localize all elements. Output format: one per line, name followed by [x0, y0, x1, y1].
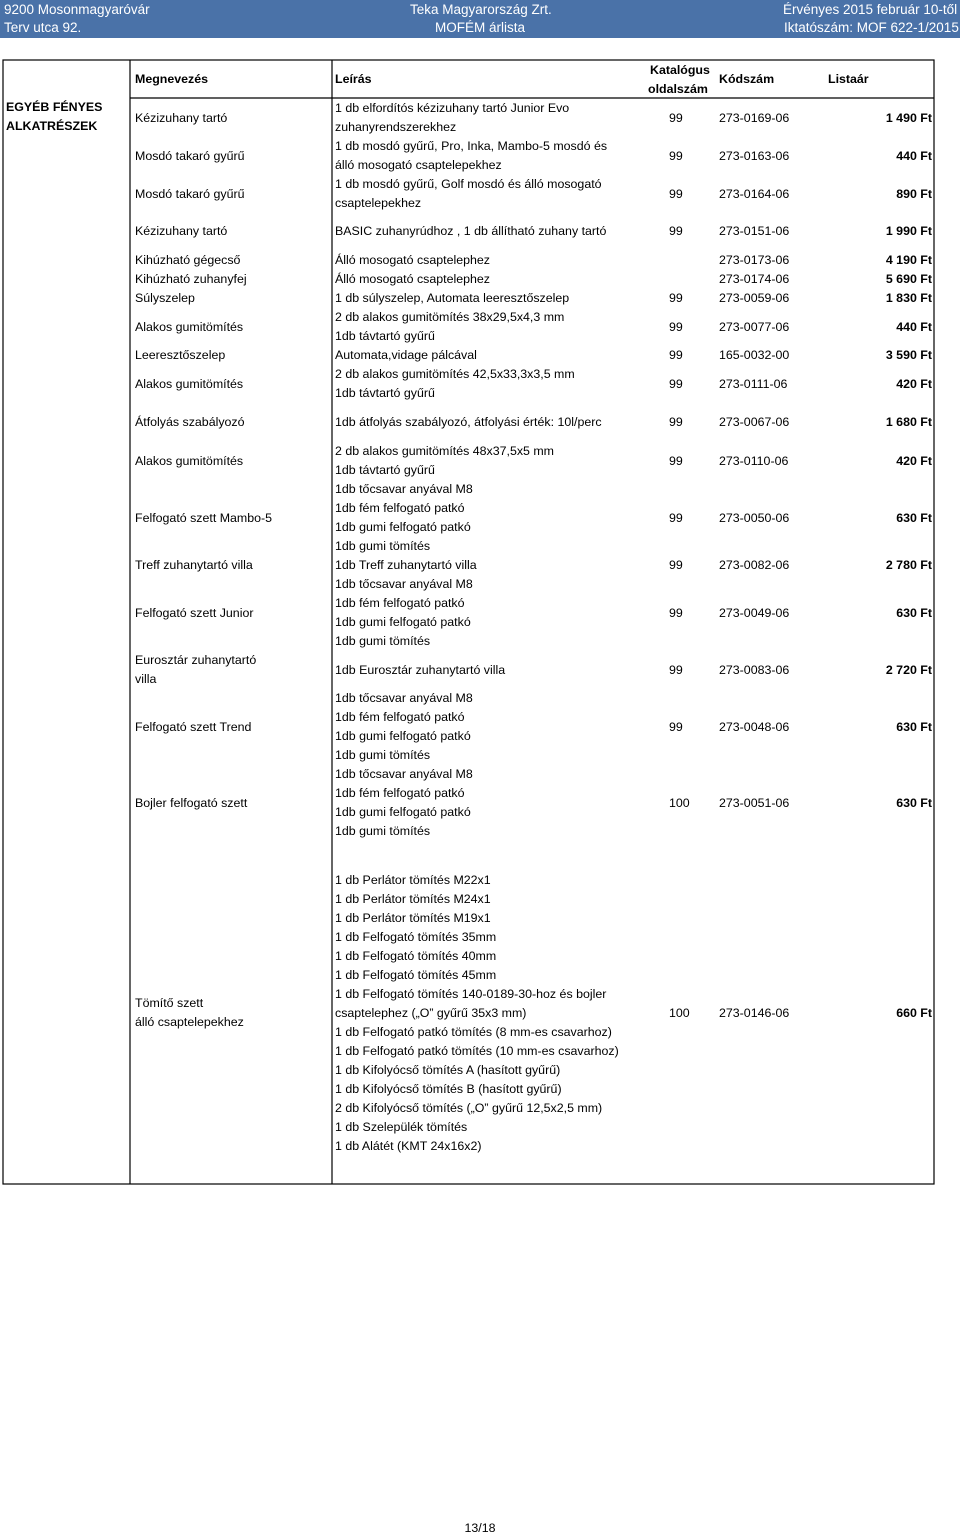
item-price: 4 190 Ft	[885, 252, 932, 267]
item-description: 1db tőcsavar anyával M8	[335, 691, 473, 705]
item-price: 2 720 Ft	[885, 662, 932, 677]
item-price: 1 830 Ft	[885, 290, 932, 305]
item-price: 440 Ft	[896, 148, 932, 163]
item-code: 273-0077-06	[719, 319, 790, 334]
item-code: 273-0111-06	[719, 376, 788, 391]
item-description: 2 db Kifolyócső tömítés („O” gyűrű 12,5x2,5 mm)	[335, 1100, 603, 1115]
item-name: Alakos gumitömítés	[135, 453, 244, 468]
catalog-page: 99	[669, 605, 683, 620]
item-price: 1 490 Ft	[885, 110, 932, 125]
item-price: 1 990 Ft	[885, 223, 932, 238]
item-description: 1 db Kifolyócső tömítés A (hasított gyűrű)	[335, 1062, 561, 1077]
item-code: 273-0067-06	[719, 414, 790, 429]
item-description: 1db gumi tömítés	[335, 748, 431, 762]
item-price: 2 780 Ft	[885, 557, 932, 572]
item-code: 273-0059-06	[719, 290, 790, 305]
item-description: 1 db Perlátor tömítés M19x1	[335, 910, 491, 925]
item-price: 630 Ft	[896, 605, 932, 620]
item-description: 1db távtartó gyűrű	[335, 329, 435, 343]
item-code: 273-0163-06	[719, 148, 790, 163]
item-description: 1db fém felfogató patkó	[335, 501, 465, 515]
item-code: 273-0050-06	[719, 510, 790, 525]
catalog-page: 99	[669, 290, 683, 305]
item-description: 1 db Felfogató patkó tömítés (8 mm-es csavarhoz)	[335, 1024, 612, 1039]
item-name: Felfogató szett Trend	[135, 719, 252, 734]
supplier-name: Teka Magyarország Zrt.	[410, 2, 552, 17]
item-price: 660 Ft	[896, 1005, 932, 1020]
catalog-page: 99	[669, 510, 683, 525]
catalog-page: 99	[669, 557, 683, 572]
item-name: Mosdó takaró gyűrű	[135, 186, 245, 201]
item-description: 1 db súlyszelep, Automata leeresztőszelep	[335, 290, 570, 305]
item-name: Átfolyás szabályozó	[135, 414, 245, 429]
item-description: 1db gumi tömítés	[335, 634, 431, 648]
item-description: 2 db alakos gumitömítés 48x37,5x5 mm	[335, 444, 555, 458]
item-name: villa	[135, 672, 157, 686]
item-description: álló mosogató csaptelepekhez	[335, 158, 502, 172]
catalog-page: 100	[669, 1005, 690, 1020]
item-description: 1 db mosdó gyűrű, Pro, Inka, Mambo-5 mosdó és	[335, 139, 608, 153]
item-description: 1 db Perlátor tömítés M22x1	[335, 872, 491, 887]
column-header-name: Megnevezés	[135, 72, 209, 86]
column-header-catalog: Katalógus	[650, 63, 710, 77]
item-price: 630 Ft	[896, 795, 932, 810]
item-description: 1 db mosdó gyűrű, Golf mosdó és álló mosogató	[335, 177, 602, 191]
item-description: 1db gumi felfogató patkó	[335, 520, 471, 534]
item-name: Súlyszelep	[135, 290, 195, 305]
registration-number: Iktatószám: MOF 622-1/2015	[784, 20, 959, 35]
item-description: 1db átfolyás szabályozó, átfolyási érték: 10l/perc	[335, 414, 602, 429]
item-price: 420 Ft	[896, 376, 932, 391]
item-code: 273-0169-06	[719, 110, 790, 125]
item-name: Kézizuhany tartó	[135, 110, 228, 125]
document-title: MOFÉM árlista	[435, 20, 526, 35]
item-description: 1 db Felfogató tömítés 45mm	[335, 967, 497, 982]
item-description: BASIC zuhanyrúdhoz , 1 db állítható zuhany tartó	[335, 223, 607, 238]
section-label: ALKATRÉSZEK	[6, 119, 98, 133]
item-code: 273-0164-06	[719, 186, 790, 201]
section-label: EGYÉB FÉNYES	[6, 100, 103, 114]
item-name: Kihúzható gégecső	[135, 252, 241, 267]
catalog-page: 99	[669, 148, 683, 163]
catalog-page: 99	[669, 453, 683, 468]
item-name: Felfogató szett Mambo-5	[135, 510, 273, 525]
item-name: Felfogató szett Junior	[135, 605, 254, 620]
item-name: Treff zuhanytartó villa	[135, 557, 253, 572]
company-address: Terv utca 92.	[4, 20, 82, 35]
item-description: 1db gumi tömítés	[335, 539, 431, 553]
item-code: 273-0173-06	[719, 252, 790, 267]
item-description: 1 db Perlátor tömítés M24x1	[335, 891, 491, 906]
item-description: 1db gumi felfogató patkó	[335, 729, 471, 743]
item-description: 1db fém felfogató patkó	[335, 710, 465, 724]
column-header-catalog: oldalszám	[648, 82, 708, 96]
item-price: 890 Ft	[896, 186, 932, 201]
item-name: álló csaptelepekhez	[135, 1015, 244, 1029]
catalog-page: 99	[669, 186, 683, 201]
column-header-price: Listaár	[828, 72, 869, 86]
item-price: 630 Ft	[896, 510, 932, 525]
item-description: 1db tőcsavar anyával M8	[335, 482, 473, 496]
item-description: 1db tőcsavar anyával M8	[335, 577, 473, 591]
catalog-page: 99	[669, 223, 683, 238]
item-description: Álló mosogató csaptelephez	[335, 271, 490, 286]
item-price: 630 Ft	[896, 719, 932, 734]
item-name: Bojler felfogató szett	[135, 795, 248, 810]
item-description: 1 db Alátét (KMT 24x16x2)	[335, 1138, 482, 1153]
catalog-page: 99	[669, 662, 683, 677]
item-description: 1 db Szelepülék tömítés	[335, 1119, 468, 1134]
item-description: 1 db Kifolyócső tömítés B (hasított gyűrű)	[335, 1081, 562, 1096]
item-description: Álló mosogató csaptelephez	[335, 252, 490, 267]
item-name: Alakos gumitömítés	[135, 376, 244, 391]
item-code: 273-0051-06	[719, 795, 790, 810]
item-description: 1db tőcsavar anyával M8	[335, 767, 473, 781]
catalog-page: 99	[669, 719, 683, 734]
item-description: 1db gumi tömítés	[335, 824, 431, 838]
item-description: 1db Treff zuhanytartó villa	[335, 557, 477, 572]
item-description: 1db Eurosztár zuhanytartó villa	[335, 662, 506, 677]
catalog-page: 99	[669, 376, 683, 391]
item-name: Leeresztőszelep	[135, 347, 226, 362]
catalog-page: 100	[669, 795, 690, 810]
page-number: 13/18	[464, 1521, 496, 1535]
item-code: 273-0082-06	[719, 557, 790, 572]
catalog-page: 99	[669, 414, 683, 429]
item-name: Tömítő szett	[135, 996, 204, 1010]
item-description: 1db távtartó gyűrű	[335, 463, 435, 477]
item-description: 1db gumi felfogató patkó	[335, 805, 471, 819]
item-code: 273-0146-06	[719, 1005, 790, 1020]
item-description: 2 db alakos gumitömítés 38x29,5x4,3 mm	[335, 310, 565, 324]
item-code: 273-0049-06	[719, 605, 790, 620]
item-name: Eurosztár zuhanytartó	[135, 653, 257, 667]
item-code: 273-0110-06	[719, 453, 789, 468]
catalog-page: 99	[669, 110, 683, 125]
item-description: 1 db Felfogató tömítés 35mm	[335, 929, 497, 944]
item-description: csaptelephez („O” gyűrű 35x3 mm)	[335, 1005, 527, 1020]
item-name: Mosdó takaró gyűrű	[135, 148, 245, 163]
column-header-code: Kódszám	[719, 72, 775, 86]
item-description: 1db fém felfogató patkó	[335, 596, 465, 610]
item-description: 1db gumi felfogató patkó	[335, 615, 471, 629]
item-description: 2 db alakos gumitömítés 42,5x33,3x3,5 mm	[335, 367, 575, 381]
item-description: 1 db Felfogató patkó tömítés (10 mm-es csavarhoz)	[335, 1043, 619, 1058]
item-name: Kézizuhany tartó	[135, 223, 228, 238]
item-code: 273-0151-06	[719, 223, 790, 238]
item-code: 273-0048-06	[719, 719, 790, 734]
item-description: 1db fém felfogató patkó	[335, 786, 465, 800]
item-description: Automata,vidage pálcával	[335, 347, 477, 362]
validity-date: Érvényes 2015 február 10-től	[783, 2, 958, 17]
item-price: 440 Ft	[896, 319, 932, 334]
column-header-description: Leírás	[335, 72, 372, 86]
item-description: 1 db Felfogató tömítés 40mm	[335, 948, 497, 963]
item-price: 1 680 Ft	[885, 414, 932, 429]
item-price: 5 690 Ft	[885, 271, 932, 286]
catalog-page: 99	[669, 347, 683, 362]
item-description: zuhanyrendszerekhez	[335, 120, 457, 134]
page-header	[0, 0, 960, 38]
item-name: Kihúzható zuhanyfej	[135, 271, 247, 286]
catalog-page: 99	[669, 319, 683, 334]
item-price: 3 590 Ft	[885, 347, 932, 362]
item-description: 1db távtartó gyűrű	[335, 386, 435, 400]
item-code: 273-0174-06	[719, 271, 790, 286]
item-description: 1 db Felfogató tömítés 140-0189-30-hoz és bojler	[335, 986, 607, 1001]
item-description: 1 db elfordítós kézizuhany tartó Junior Evo	[335, 101, 570, 115]
item-price: 420 Ft	[896, 453, 932, 468]
company-name: 9200 Mosonmagyaróvár	[4, 2, 150, 17]
item-code: 273-0083-06	[719, 662, 790, 677]
item-name: Alakos gumitömítés	[135, 319, 244, 334]
item-description: csaptelepekhez	[335, 196, 422, 210]
item-code: 165-0032-00	[719, 347, 790, 362]
